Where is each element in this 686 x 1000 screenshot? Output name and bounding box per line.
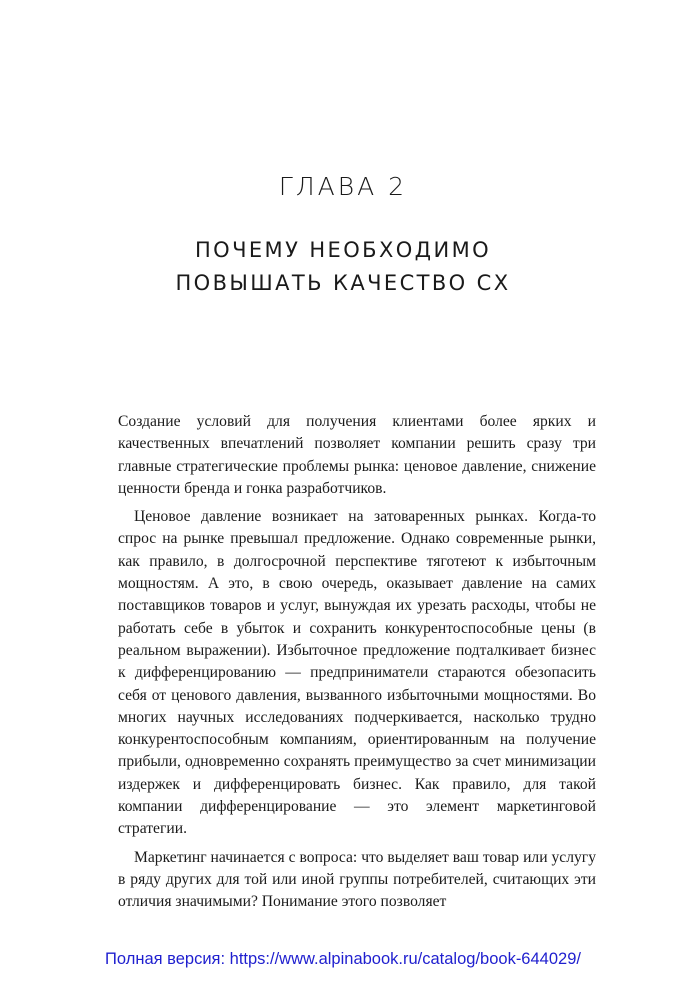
chapter-title <box>0 234 686 300</box>
body-text <box>118 411 596 914</box>
chapter-title-line-2: ПОВЫШАТЬ КАЧЕСТВО CX <box>175 271 511 295</box>
full-version-link[interactable]: Полная версия: https://www.alpinabook.ru/catalog/book-644029/ <box>105 950 581 968</box>
paragraph-1: Создание условий для получения клиентами более ярких и качественных впечатлений позволяет компании решить сразу три главные стратегические проблемы рынка: ценовое давление, снижение ценности бренда и гонка разработчиков. <box>118 413 596 497</box>
paragraph-3: Маркетинг начинается с вопроса: что выделяет ваш товар или услугу в ряду других для той или иной группы потребителей, считающих эти отличия значимыми? Понимание этого позволяет <box>118 848 596 911</box>
paragraph-2: Ценовое давление возникает на затоваренных рынках. Когда-то спрос на рынке превышал предложение. Однако современные рынки, как правило, в долгосрочной перспективе тяготеют к избыточным мощностям. А это, в свою очередь, оказывает давление на самих поставщиков товаров и услуг, вынуждая их урезать расходы, чтобы не работать себе в убыток и сохранить конкурентоспособные цены (в реальном выражении). Избыточное предложение подталкивает бизнес к дифференцированию — предприниматели стараются обезопасить себя от ценового давления, вызванного избыточными мощностями. Во многих научных исследованиях подчеркивается, насколько трудно конкурентоспособным компаниям, ориентированным на получение прибыли, одновременно сохранять преимущество за счет минимизации издержек и дифференцировать бизнес. Как правило, для такой компании дифференцирование — это элемент маркетинговой стратегии. <box>118 508 596 838</box>
chapter-label: ГЛАВА 2 <box>278 172 408 201</box>
chapter-title-line-1: ПОЧЕМУ НЕОБХОДИМО <box>194 238 492 262</box>
